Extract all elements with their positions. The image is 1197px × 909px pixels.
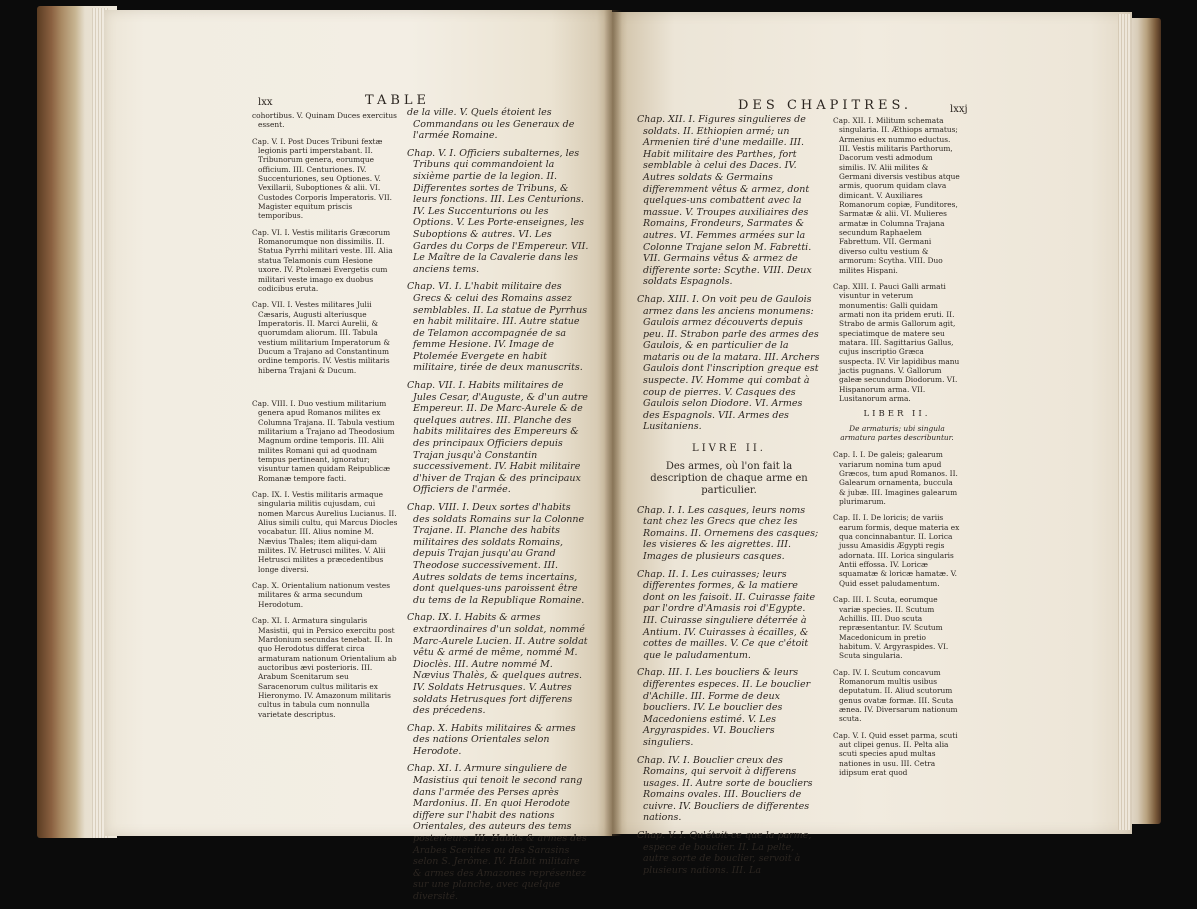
- right-french-entry: Chap. XIII. I. On voit peu de Gaulois armez dans les anciens monumens: Gaulois armez découverts depuis peu. II. Strabon parle des armes des Gaulois, & en particulier de la mataris ou de la matara. III. Archers Gaulois dont l'inscription greque est suspecte. IV. Homme qui combat à coup de pierres. V. Casques des Gaulois selon Diodore. VI. Armes des Espagnols. VII. Armes des Lusitaniens.: [637, 293, 820, 433]
- right-french-entry: Chap. XII. I. Figures singulieres de soldats. II. Ethiopien armé; un Armenien tiré d'une medaille. III. Habit militaire des Parthes, fort semblable à celui des Daces. IV. Autres soldats & Germains differemment vêtus & armez, dont quelques-uns combattent avec la massue. V. Troupes auxiliaires des Romains, Frondeurs, Sarmates & autres. VI. Femmes armées sur la Colonne Trajane selon M. Fabretti. VII. Germains vêtus & armez de differente sorte: Scythe. VIII. Deux soldats Espagnols.: [637, 114, 812, 288]
- left-latin-entry: Cap. VIII. I. Duo vestium militarium genera apud Romanos milites ex Columna Trajana. II. Tabula vestium militarium a Trajano ad Theodosium Magnum ordine temporis. III. Alii milites Romani qui ad quodnam tempus pertineant, ignoratur; visuntur tamen quidam Reipublicæ Romanæ tempore facti.: [252, 398, 395, 483]
- left-french-entry: Chap. XI. I. Armure singuliere de Masistius qui tenoit le second rang dans l'armée des Perses après Mardonius. II. En quoi Herodote differe sur l'habit des nations Orientales, des auteurs des tems posterieurs. III. Habits & armes des Arabes Scenites ou des Sarasins selon S. Jerôme. IV. Habit militaire & armes des Amazones représentez sur une planche, avec quelque diversité.: [407, 763, 587, 902]
- left-french-column: [407, 107, 589, 909]
- left-french-entry: Chap. VII. I. Habits militaires de Jules Cesar, d'Auguste, & d'un autre Empereur. II. De Marc-Aurele & de quelques autres. III. Planche des habits militaires des Empereurs & des principaux Officiers depuis Trajan jusqu'à Constantin successivement. IV. Habit militaire d'hiver de Trajan & des principaux Officiers de l'armée.: [407, 380, 588, 496]
- right-french-entry: Chap. III. I. Les boucliers & leurs differentes especes. II. Le bouclier d'Achille. III. Forme de deux boucliers. IV. Le bouclier des Macedoniens estimé. V. Les Argyraspides. VI. Boucliers singuliers.: [637, 667, 811, 748]
- left-page-number: lxx: [258, 97, 273, 108]
- left-french-entry: de la ville. V. Quels étoient les Commandans ou les Generaux de l'armée Romaine.: [407, 107, 575, 142]
- left-latin-entry: cohortibus. V. Quinam Duces exercitus essent.: [252, 111, 397, 130]
- right-latin-entry: Cap. XIII. I. Pauci Galli armati visuntur in veterum monumentis: Galli quidam armati non ita pridem eruti. II. Strabo de armis Gallorum agit, speciatimque de matere seu matara. III. Sagittarius Gallus, cujus inscriptio Græca suspecta. IV. Vir lapidibus manu jactis pugnans. V. Gallorum galeæ secundum Diodorum. VI. Hispanorum arma. VII. Lusitanorum arma.: [833, 281, 960, 403]
- right-french-entry: Chap. II. I. Les cuirasses; leurs differentes formes, & la matiere dont on les faisoit. II. Cuirasse faite par l'ordre d'Amasis roi d'Egypte. III. Cuirasse singuliere déterrée à Antium. IV. Cuirasses à écailles, & cottes de mailles. V. Ce que c'étoit que le paludamentum.: [637, 568, 816, 661]
- left-french-entry: Chap. IX. I. Habits & armes extraordinaires d'un soldat, nommé Marc-Aurele Lucien. II. Autre soldat vêtu & armé de même, nommé M. Dioclès. III. Autre nommé M. Nævius Thalès, & quelques autres. IV. Soldats Hetrusques. V. Autres soldats Hetrusques fort differens des précedens.: [407, 612, 588, 717]
- right-running-head: DES CHAPITRES.: [738, 98, 913, 113]
- left-latin-column: [252, 111, 398, 726]
- right-latin-entry: Cap. XII. I. Militum schemata singularia. II. Æthiops armatus; Armenius ex nummo eductus. III. Vestis militaris Parthorum, Dacorum vesti admodum similis. IV. Alii milites & Germani diversis vestibus atque armis, quorum quidam clava dimicant. V. Auxiliares Romanorum copiæ, Funditores, Sarmatæ & alii. VI. Mulieres armatæ in Columna Trajana secundum Raphaelem Fabrettum. VII. Germani diverso cultu vestium & armorum: Scytha. VIII. Duo milites Hispani.: [833, 116, 960, 275]
- right-latin-entry: Cap. I. I. De galeis; galearum variarum nomina tum apud Græcos, tum apud Romanos. II. Galearum ornamenta, buccula & jubæ. III. Imagines galearum plurimarum.: [833, 450, 958, 507]
- left-french-entry: Chap. VIII. I. Deux sortes d'habits des soldats Romains sur la Colonne Trajane. II. Planche des habits militaires des soldats Romains, depuis Trajan jusqu'au Grand Theodose successivement. III. Autres soldats de tems incertains, dont quelques-uns paroissent être du tems de la Republique Romaine.: [407, 502, 585, 606]
- left-latin-entry: Cap. XI. I. Armatura singularis Masistii, qui in Persico exercitu post Mardonium secundas tenebat. II. In quo Herodotus differat circa armaturam nationum Orientalium ab auctoribus ævi posterioris. III. Arabum Scenitarum seu Saracenorum cultus militaris ex Hieronymo. IV. Amazonum militaris cultus in tabula cum nonnulla varietate descriptus.: [252, 616, 397, 719]
- left-latin-entry: Cap. IX. I. Vestis militaris armaque singularia militis cujusdam, cui nomen Marcus Aurelius Lucianus. II. Alius simili cultu, qui Marcus Diocles vocabatur. III. Alius nomine M. Nævius Thales; item aliqui-dam milites. IV. Hetrusci milites. V. Alii Hetrusci milites a præcedentibus longe diversi.: [252, 490, 398, 574]
- left-french-entry: Chap. VI. I. L'habit militaire des Grecs & celui des Romains assez semblables. II. La statue de Pyrrhus en habit militaire. III. Autre statue de Telamon accompagnée de sa femme Hesione. IV. Image de Ptolemée Evergete en habit militaire, tirée de deux manuscrits.: [407, 281, 588, 374]
- left-latin-entry: Cap. VI. I. Vestis militaris Græcorum Romanorumque non dissimilis. II. Statua Pyrrhi militari veste. III. Alia statua Telamonis cum Hesione uxore. IV. Ptolemæi Evergetis cum militari veste imago ex duobus codicibus eruta.: [252, 227, 393, 293]
- left-french-entry: Chap. X. Habits militaires & armes des nations Orientales selon Herodote.: [407, 722, 576, 757]
- right-french-entry: Chap. IV. I. Bouclier creux des Romains, qui servoit à differens usages. II. Autre sorte de boucliers Romains ovales. III. Boucliers de cuivre. IV. Boucliers de differentes nations.: [637, 754, 813, 824]
- right-latin-entry: Cap. IV. I. Scutum concavum Romanorum multis usibus deputatum. II. Aliud scutorum genus ovatæ formæ. III. Scuta ænea. IV. Diversarum nationum scuta.: [833, 667, 958, 724]
- latin-book-title: LIBER II.: [863, 409, 931, 420]
- right-latin-column: [833, 116, 961, 784]
- book-gutter: [604, 10, 622, 836]
- french-book-title: LIVRE II.: [692, 443, 766, 455]
- left-latin-entry: Cap. X. Orientalium nationum vestes militares & arma secundum Herodotum.: [252, 581, 391, 609]
- right-page-edges: [1118, 14, 1130, 830]
- right-page-number: lxxj: [950, 104, 968, 115]
- left-latin-entry: Cap. V. I. Post Duces Tribuni fextæ legionis parti imperstabant. II. Tribunorum genera, eorumque officium. III. Centuriones. IV. Succenturiones, seu Optiones. V. Vexillarii, Suboptiones & alii. VI. Custodes Corporis Imperatoris. VII. Magister equitum priscis temporibus.: [252, 136, 393, 221]
- right-french-entry: Chap. V. I. Qu'étoit-ce que la parme, espece de bouclier. II. La pelte, autre sorte de bouclier, servoit à plusieurs nations. III. La: [637, 830, 812, 876]
- right-latin-entry: Cap. V. I. Quid esset parma, scuti aut clipei genus. II. Pelta alia scuti species apud multas nationes in usu. III. Cetra idipsum erat quod: [833, 730, 958, 777]
- right-latin-entry: Cap. II. I. De loricis; de variis earum formis, deque materia ex qua concinnabantur. II. Lorica jussu Amasidis Ægypti regis adornata. III. Lorica singularis Antii effossa. IV. Loricæ squamatæ & loricæ hamatæ. V. Quid esset paludamentum.: [833, 513, 960, 588]
- right-latin-entry: Cap. III. I. Scuta, eorumque variæ species. II. Scutum Achillis. III. Duo scuta repræsentantur. IV. Scutum Macedonicum in pretio habitum. V. Argyraspides. VI. Scuta singularia.: [833, 595, 949, 661]
- left-latin-entry: Cap. VII. I. Vestes militares Julii Cæsaris, Augusti alteriusque Imperatoris. II. Marci Aurelii, & quorumdam aliorum. III. Tabula vestium militarium Imperatorum & Ducum a Trajano ad Constantinum ordine temporis. IV. Vestis militaris hiberna Trajani & Ducum.: [252, 300, 390, 375]
- left-french-entry: Chap. V. I. Officiers subalternes, les Tribuns qui commandoient la sixième partie de la legion. II. Differentes sortes de Tribuns, & leurs fonctions. III. Les Centurions. IV. Les Succenturions ou les Options. V. Les Porte-enseignes, les Suboptions & autres. VI. Les Gardes du Corps de l'Empereur. VII. Le Maître de la Cavalerie dans les anciens tems.: [407, 147, 589, 275]
- right-french-column: [637, 114, 821, 882]
- french-book-subtitle: Des armes, où l'on fait la description de chaque arme en particulier.: [650, 460, 808, 496]
- right-french-entry: Chap. I. I. Les casques, leurs noms tant chez les Grecs que chez les Romains. II. Ornemens des casques; les visieres & les aigrettes. III. Images de plusieurs casques.: [637, 504, 819, 562]
- left-running-head: TABLE: [365, 93, 431, 108]
- latin-book-subtitle: De armaturis; ubi singula armatura partes describuntur.: [840, 423, 954, 442]
